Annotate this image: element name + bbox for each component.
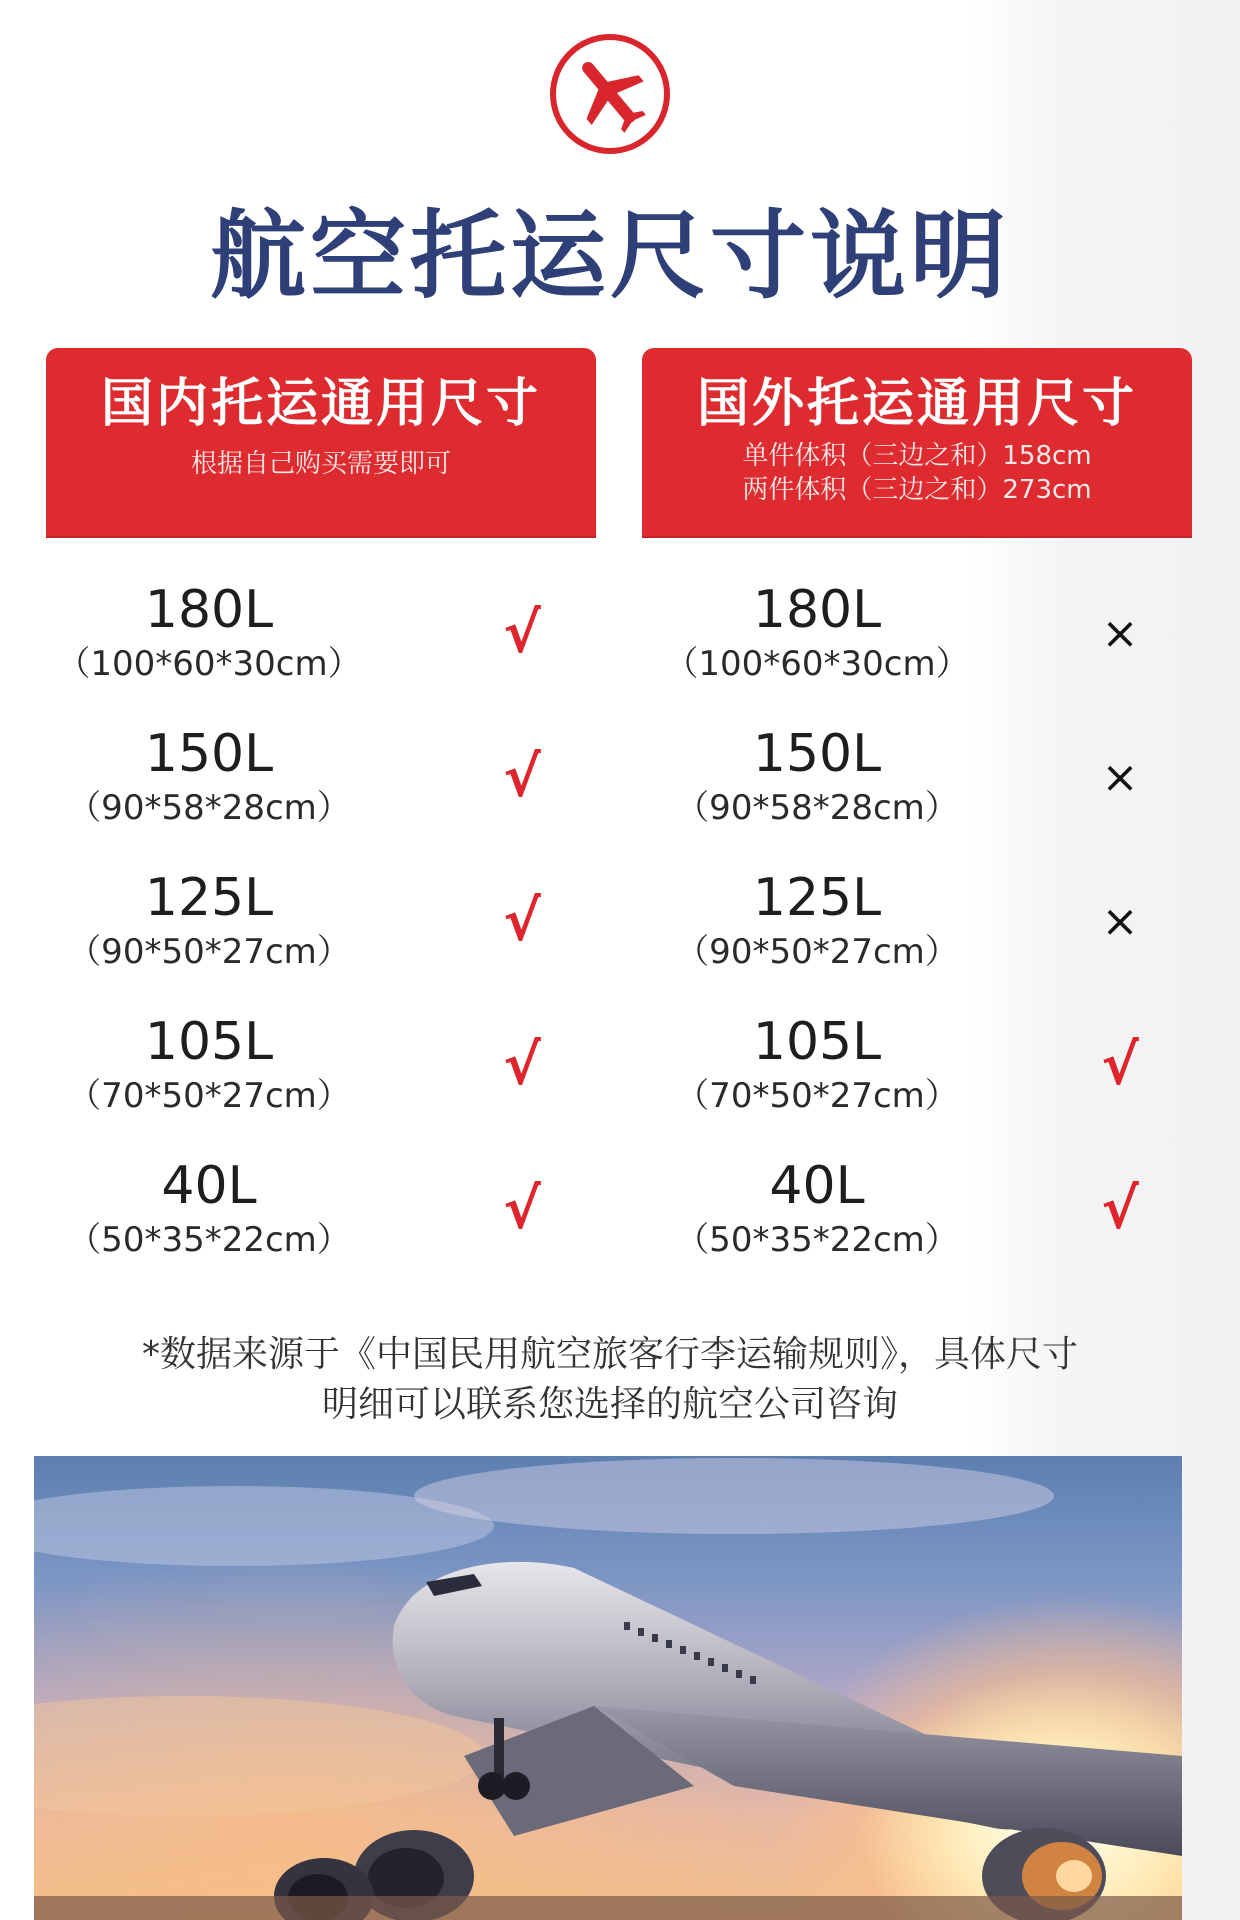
cross-mark-icon: ×	[1101, 752, 1139, 803]
cross-mark-icon: ×	[1101, 608, 1139, 659]
page-title: 航空托运尺寸说明	[210, 200, 1010, 312]
source-note	[60, 1330, 1160, 1430]
dimensions-label: （50*35*22cm）	[675, 1220, 959, 1260]
airliner-illustration	[34, 1456, 1182, 1920]
international-title: 国外托运通用尺寸	[696, 374, 1137, 434]
volume-label: 125L	[144, 868, 274, 928]
international-subtitle-1: 单件体积（三边之和）158cm	[742, 441, 1092, 472]
international-row	[654, 1012, 1204, 1132]
check-mark-icon: √	[503, 745, 541, 810]
dimensions-label: （70*50*27cm）	[675, 1076, 959, 1116]
check-mark-icon: √	[1101, 1177, 1139, 1242]
volume-label: 180L	[752, 580, 882, 640]
volume-label: 40L	[769, 1156, 865, 1216]
domestic-row	[46, 580, 596, 700]
dimensions-label: （90*50*27cm）	[675, 932, 959, 972]
international-subtitle-2: 两件体积（三边之和）273cm	[742, 475, 1092, 506]
international-header	[642, 348, 1192, 536]
airplane-icon	[548, 32, 672, 156]
domestic-row	[46, 724, 596, 844]
check-mark-icon: √	[1101, 1033, 1139, 1098]
international-row	[654, 868, 1204, 988]
international-row	[654, 1156, 1204, 1276]
domestic-title: 国内托运通用尺寸	[100, 374, 541, 434]
check-mark-icon: √	[503, 601, 541, 666]
domestic-subtitle: 根据自己购买需要即可	[190, 449, 451, 480]
check-mark-icon: √	[503, 1033, 541, 1098]
source-note-line-1: *数据来源于《中国民用航空旅客行李运输规则》，具体尺寸	[141, 1334, 1078, 1375]
dimensions-label: （90*50*27cm）	[67, 932, 351, 972]
check-mark-icon: √	[503, 889, 541, 954]
dimensions-label: （100*60*30cm）	[56, 644, 362, 684]
volume-label: 105L	[752, 1012, 882, 1072]
volume-label: 180L	[144, 580, 274, 640]
dimensions-label: （90*58*28cm）	[675, 788, 959, 828]
dimensions-label: （70*50*27cm）	[67, 1076, 351, 1116]
domestic-row	[46, 1012, 596, 1132]
domestic-row	[46, 868, 596, 988]
volume-label: 150L	[144, 724, 274, 784]
volume-label: 150L	[752, 724, 882, 784]
international-row	[654, 724, 1204, 844]
dimensions-label: （90*58*28cm）	[67, 788, 351, 828]
volume-label: 40L	[161, 1156, 257, 1216]
source-note-line-2: 明细可以联系您选择的航空公司咨询	[321, 1384, 898, 1425]
check-mark-icon: √	[503, 1177, 541, 1242]
international-row	[654, 580, 1204, 700]
airplane-sunset-photo	[34, 1456, 1182, 1920]
domestic-header	[46, 348, 596, 536]
volume-label: 125L	[752, 868, 882, 928]
dimensions-label: （50*35*22cm）	[67, 1220, 351, 1260]
dimensions-label: （100*60*30cm）	[664, 644, 970, 684]
volume-label: 105L	[144, 1012, 274, 1072]
domestic-row	[46, 1156, 596, 1276]
cross-mark-icon: ×	[1101, 896, 1139, 947]
